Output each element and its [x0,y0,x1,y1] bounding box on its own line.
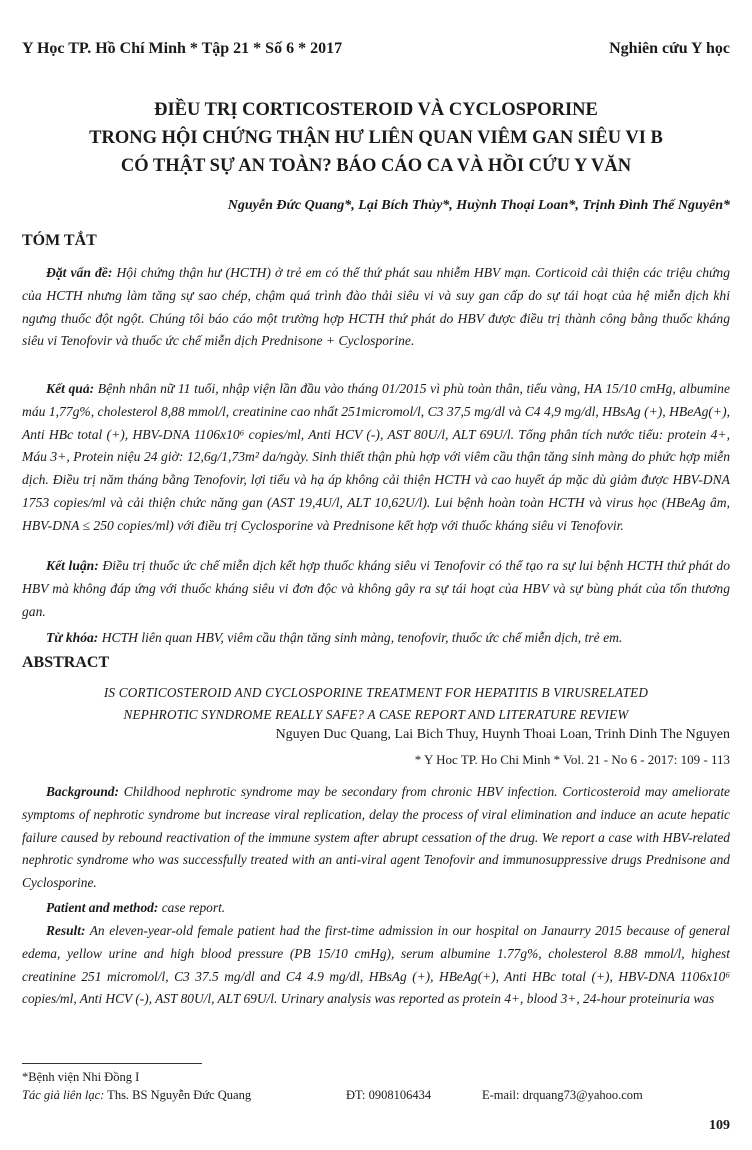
english-title [22,682,730,726]
results-vi-paragraph [22,378,730,538]
background-vi-label: Đặt vấn đề: [46,265,113,280]
article-title [20,96,732,180]
result-en-label: Result: [46,923,86,938]
section-header: Nghiên cứu Y học [609,40,730,57]
contact-phone: ĐT: 0908106434 [346,1088,432,1102]
method-en-label: Patient and method: [46,900,159,915]
footnote-divider [22,1063,202,1064]
english-title-line: IS CORTICOSTEROID AND CYCLOSPORINE TREATMENT FOR HEPATITIS B VIRUSRELATED [103,685,649,700]
conclusion-vi-text: Điều trị thuốc ức chế miễn dịch kết hợp thuốc kháng siêu vi Tenofovir có thể tạo ra sự lui bệnh HCTH thứ phát do HBV mà không đáp ứng với thuốc kháng siêu vi đơn độc và không gây ra sự tái hoạt của HBV và sự bùng phát của tổn thương gan. [22,558,731,619]
authors-vietnamese: Nguyễn Đức Quang*, Lại Bích Thủy*, Huỳnh Thoại Loan*, Trịnh Đình Thế Nguyên* [227,198,730,213]
method-en-paragraph [22,897,730,920]
title-line: ĐIỀU TRỊ CORTICOSTEROID VÀ CYCLOSPORINE [154,100,598,120]
english-title-line: NEPHROTIC SYNDROME REALLY SAFE? A CASE REPORT AND LITERATURE REVIEW [123,707,629,722]
page-number: 109 [709,1118,730,1133]
contact-label: Tác giả liên lạc: [22,1088,105,1102]
journal-header: Y Học TP. Hồ Chí Minh * Tập 21 * Số 6 * 2017 [22,40,343,57]
results-vi-label: Kết quả: [46,381,95,396]
authors-english: Nguyen Duc Quang, Lai Bich Thuy, Huynh Thoai Loan, Trinh Dinh The Nguyen [275,727,730,742]
abstract-vi-heading: TÓM TẮT [22,232,97,249]
background-en-text: Childhood nephrotic syndrome may be secondary from chronic HBV infection. Corticosteroid may ameliorate symptoms of nephrotic syndrome but increase viral replication, delay the process of viral elimination and induce an acute hepatic failure caused by rebound reactivation of the immune system after abrupt cessation of the drug. We report a case with HBV-related nephrotic syndrome who was successfully treated with an anti-viral agent Tenofovir and immunosuppressive drugs Prednisone and Cyclosporine. [22,784,730,891]
method-en-text: case report. [158,900,226,915]
keywords-vi-paragraph [22,627,730,650]
result-en-paragraph [22,920,730,1011]
contact-email: E-mail: drquang73@yahoo.com [482,1088,643,1102]
background-vi-paragraph [22,262,730,353]
footnote-contact [22,1088,730,1103]
results-vi-text: Bệnh nhân nữ 11 tuổi, nhập viện lần đầu vào tháng 01/2015 vì phù toàn thân, tiểu vàng, HA 15/10 cmHg, albumine máu 1,77g%, cholesterol 8,88 mmol/l, creatinine cao nhất 251micromol/l, C3 37,5 mg/dl và C4 4,9 mg/dl, HBsAg (+), HBeAg(+), Anti HBc total (+), HBV-DNA 1106x10⁶ copies/ml, Anti HCV (-), AST 80U/l, ALT 69U/l. Tổng phân tích nước tiểu: protein 4+, Máu 3+, Protein niệu 24 giờ: 12,6g/1,73m² da/ngày. Sinh thiết thận phù hợp với viêm cầu thận tăng sinh màng do phức hợp miễn dịch. Điều trị năm tháng bằng Tenofovir, lợi tiểu và hạ áp không cải thiện HCTH và cao huyết áp mặc dù giảm được HBV-DNA 1753 copies/ml và cải thiện chức năng gan (AST 19,4U/l, ALT 10,62U/l). Lui bệnh hoàn toàn HCTH và virus học (HBeAg âm, HBV-DNA ≤ 250 copies/ml) với điều trị Cyclosporine và Prednisone kết hợp với thuốc kháng siêu vi Tenofovir. [22,381,730,533]
background-en-label: Background: [46,784,119,799]
title-line: CÓ THẬT SỰ AN TOÀN? BÁO CÁO CA VÀ HỒI CỨU Y VĂN [120,156,632,176]
keywords-vi-text: HCTH liên quan HBV, viêm cầu thận tăng sinh màng, tenofovir, thuốc ức chế miễn dịch, trẻ em. [98,630,623,645]
footnote-affiliation: *Bệnh viện Nhi Đồng I [22,1070,140,1084]
background-vi-text: Hội chứng thận hư (HCTH) ở trẻ em có thể thứ phát sau nhiễm HBV mạn. Corticoid cải thiện các triệu chứng của HCTH nhưng làm tăng sự sao chép, chậm quá trình đào thải siêu vi và suy gan cấp do sự tái hoạt của hệ miễn dịch khi ngưng thuốc đột ngột. Chúng tôi báo cáo một trường hợp HCTH thứ phát do HBV được điều trị thành công bằng thuốc kháng siêu vi Tenofovir và thuốc ức chế miễn dịch Prednisone + Cyclosporine. [22,265,730,349]
keywords-vi-label: Từ khóa: [46,630,99,645]
contact-name: Ths. BS Nguyễn Đức Quang [104,1088,252,1102]
result-en-text: An eleven-year-old female patient had the first-time admission in our hospital on Janaurry 2015 because of general edema, yellow urine and high blood pressure (PB 15/10 cmHg), serum albumine 1.77g%, cholesterol 8.88 mmol/l, highest creatinine 251 micromol/l, C3 37.5 mg/dl and C4 4.9 mg/dl, HBsAg (+), HBeAg(+), Anti HBc total (+), HBV-DNA 1106x10⁶ copies/ml, Anti HCV (-), AST 80U/l, ALT 69U/l. Urinary analysis was reported as protein 4+, blood 3+, 24-hour proteinuria was [22,923,730,1007]
conclusion-vi-paragraph [22,555,730,623]
conclusion-vi-label: Kết luận: [46,558,99,573]
citation: * Y Hoc TP. Ho Chi Minh * Vol. 21 - No 6 - 2017: 109 - 113 [414,752,730,767]
title-line: TRONG HỘI CHỨNG THẬN HƯ LIÊN QUAN VIÊM GAN SIÊU VI B [89,128,663,148]
abstract-en-heading: ABSTRACT [22,654,110,671]
background-en-paragraph [22,781,730,895]
